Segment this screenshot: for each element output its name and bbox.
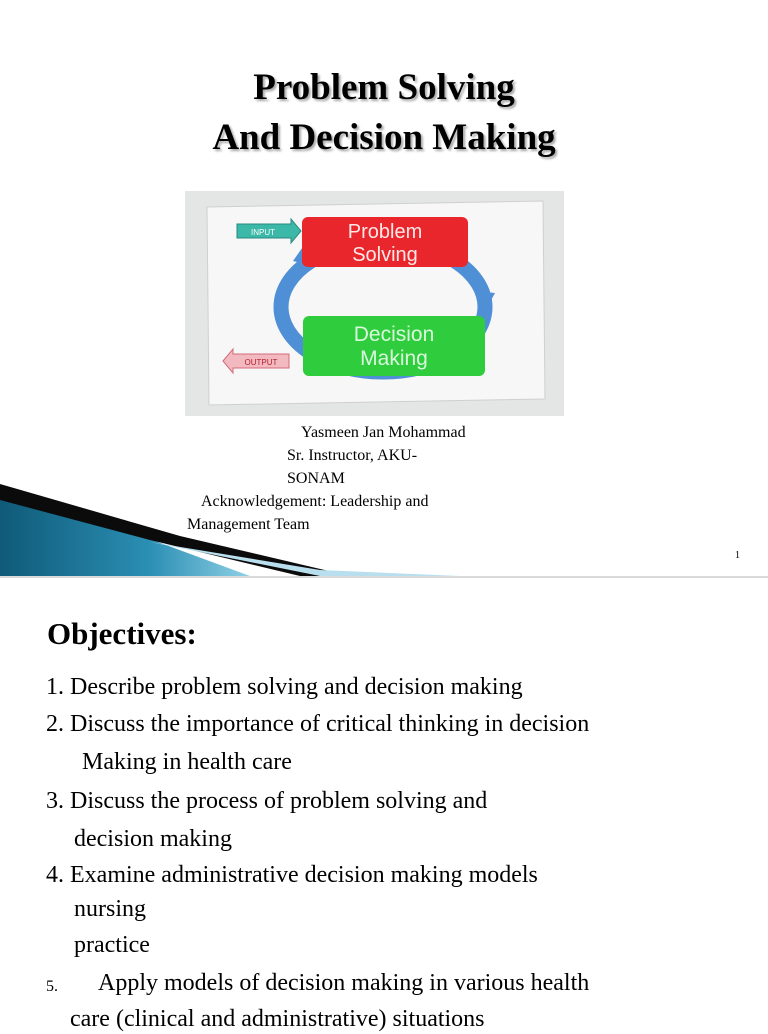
objective-line: 2. Discuss the importance of critical thinking in decision (46, 711, 590, 737)
acknowledgement-line-1: Acknowledgement: Leadership and (201, 493, 429, 510)
objective-line: practice (74, 932, 150, 958)
objective-line: 1. Describe problem solving and decision making (46, 674, 523, 700)
objective-line: Making in health care (82, 749, 292, 775)
objective-line: care (clinical and administrative) situations (70, 1006, 485, 1032)
output-arrow-label: OUTPUT (244, 358, 278, 367)
input-arrow-label: INPUT (251, 228, 275, 237)
objective-line: Apply models of decision making in various health (98, 970, 590, 996)
acknowledgement-line-2: Management Team (187, 516, 310, 533)
page-number: 1 (735, 550, 740, 561)
objectives-heading: Objectives: (47, 616, 197, 651)
objective-line: nursing (74, 896, 146, 922)
author-name: Yasmeen Jan Mohammad (301, 424, 466, 441)
problem-solving-cycle-diagram (185, 191, 564, 416)
decision-making-label-1: Decision (353, 323, 435, 346)
slide-title-line-1: Problem Solving (253, 67, 515, 108)
author-role-line-1: Sr. Instructor, AKU- (287, 447, 418, 464)
slide-title-line-2: And Decision Making (212, 117, 556, 158)
problem-solving-label-1: Problem (347, 221, 423, 243)
decision-making-label-2: Making (360, 347, 428, 370)
objective-line: decision making (74, 826, 232, 852)
objective-line: 3. Discuss the process of problem solving and (46, 788, 488, 814)
decorative-swoosh (0, 470, 460, 576)
objective-number: 5. (46, 978, 58, 995)
problem-solving-label-2: Solving (352, 244, 418, 266)
objective-line: 4. Examine administrative decision making models (46, 862, 538, 888)
author-role-line-2: SONAM (287, 470, 345, 487)
